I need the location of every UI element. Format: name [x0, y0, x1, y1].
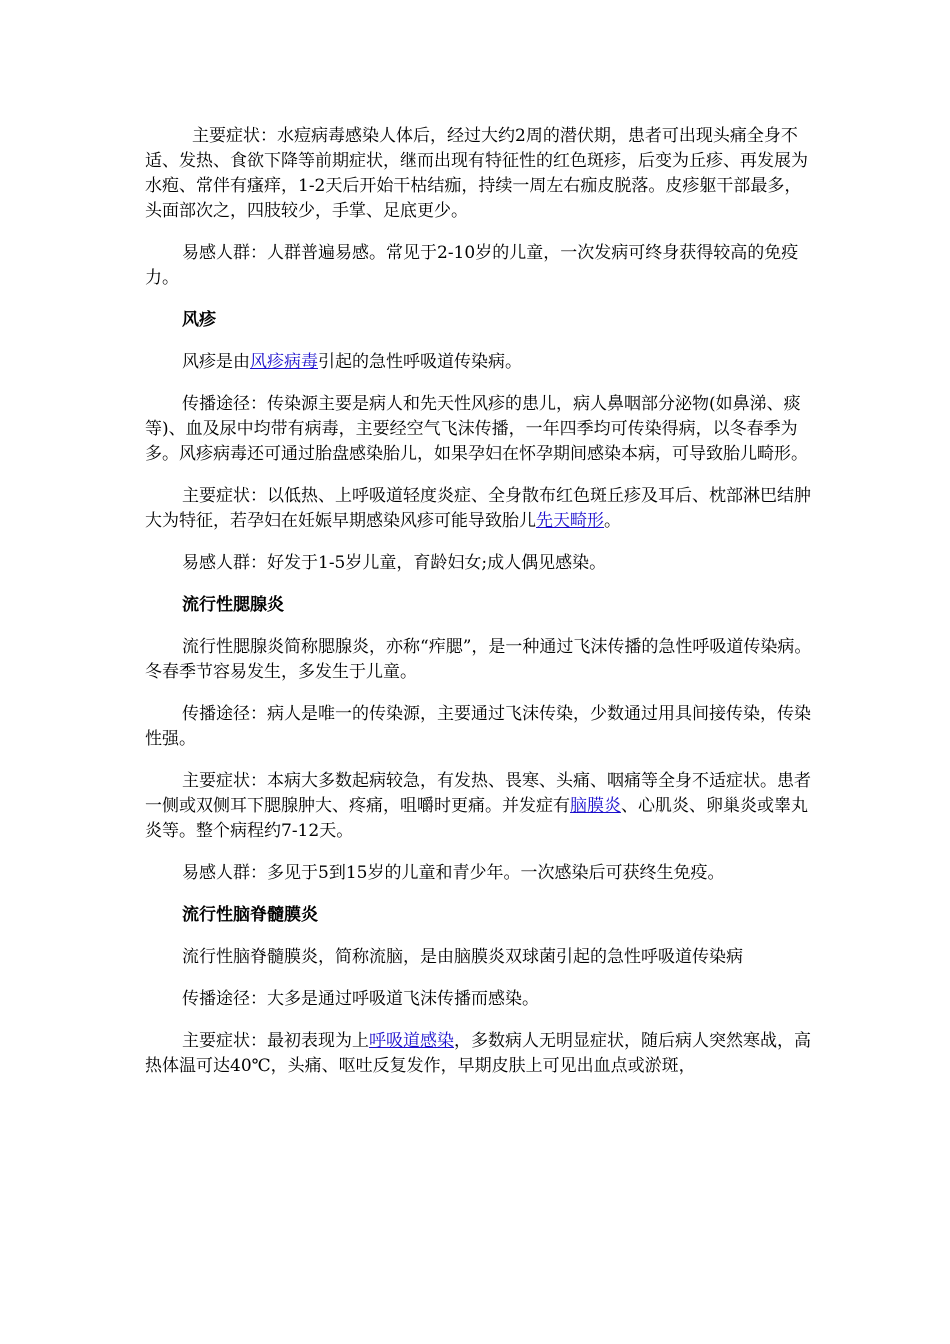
- mumps-symptoms-text-end: 、心肌炎、卵巢炎或睾丸炎等。整个病程约7-12天。: [145, 796, 808, 841]
- rubella-transmission-paragraph: 传播途径：传染源主要是病人和先天性风疹的患儿，病人鼻咽部分泌物(如鼻涕、痰等)、血及尿中均带有病毒，主要经空气飞沫传播，一年四季均可传染得病，以冬春季为多。风疹病毒还可通过胎盘感染胎儿，如果孕妇在怀孕期间感染本病，可导致胎儿畸形。: [145, 394, 808, 464]
- rubella-intro-text-end: 引起的急性呼吸道传染病。: [318, 352, 522, 372]
- meningococcal-intro-paragraph: 流行性脑脊髓膜炎，简称流脑，是由脑膜炎双球菌引起的急性呼吸道传染病: [182, 947, 743, 967]
- meningococcal-transmission-paragraph: 传播途径：大多是通过呼吸道飞沫传播而感染。: [182, 989, 539, 1009]
- meningococcal-symptoms-text: 主要症状：最初表现为上: [182, 1031, 369, 1051]
- rubella-virus-link[interactable]: 风疹病毒: [250, 352, 318, 372]
- mumps-intro-paragraph: 流行性腮腺炎简称腮腺炎，亦称“痄腮”，是一种通过飞沫传播的急性呼吸道传染病。冬春季节容易发生，多发生于儿童。: [145, 637, 812, 682]
- meningitis-link[interactable]: 脑膜炎: [570, 796, 621, 816]
- mumps-heading: 流行性腮腺炎: [182, 595, 284, 615]
- congenital-malformation-link[interactable]: 先天畸形: [536, 511, 604, 531]
- rubella-symptoms-text: 主要症状：以低热、上呼吸道轻度炎症、全身散布红色斑丘疹及耳后、枕部淋巴结肿大为特征，若孕妇在妊娠早期感染风疹可能导致胎儿: [145, 486, 811, 531]
- document-body: [145, 124, 817, 1079]
- rubella-symptoms-paragraph: [145, 484, 817, 534]
- rubella-intro-text: 风疹是由: [182, 352, 250, 372]
- respiratory-infection-link[interactable]: 呼吸道感染: [369, 1031, 454, 1051]
- mumps-susceptible-paragraph: 易感人群：多见于5到15岁的儿童和青少年。一次感染后可获终生免疫。: [182, 863, 725, 883]
- mumps-symptoms-text: 主要症状：本病大多数起病较急，有发热、畏寒、头痛、咽痛等全身不适症状。患者一侧或双侧耳下腮腺肿大、疼痛，咀嚼时更痛。并发症有: [145, 771, 811, 816]
- mumps-transmission-paragraph: 传播途径：病人是唯一的传染源，主要通过飞沫传染，少数通过用具间接传染，传染性强。: [145, 704, 811, 749]
- chickenpox-susceptible-paragraph: 易感人群：人群普遍易感。常见于2-10岁的儿童，一次发病可终身获得较高的免疫力。: [145, 243, 799, 288]
- rubella-symptoms-text-end: 。: [604, 511, 621, 531]
- rubella-intro-paragraph: [145, 350, 817, 375]
- meningococcal-symptoms-paragraph: [145, 1029, 817, 1079]
- meningococcal-heading: 流行性脑脊髓膜炎: [182, 905, 318, 925]
- chickenpox-symptoms-paragraph: 主要症状：水痘病毒感染人体后，经过大约2周的潜伏期，患者可出现头痛全身不适、发热、食欲下降等前期症状，继而出现有特征性的红色斑疹，后变为丘疹、再发展为水疱、常伴有瘙痒，1-2天后开始干枯结痂，持续一周左右痂皮脱落。皮疹躯干部最多，头面部次之，四肢较少，手掌、足底更少。: [145, 126, 808, 221]
- rubella-heading: 风疹: [182, 310, 216, 330]
- meningococcal-symptoms-text-end: ，多数病人无明显症状，随后病人突然寒战，高热体温可达40℃，头痛、呕吐反复发作，早期皮肤上可见出血点或淤斑，: [145, 1031, 811, 1076]
- rubella-susceptible-paragraph: 易感人群：好发于1-5岁儿童，育龄妇女;成人偶见感染。: [182, 553, 607, 573]
- mumps-symptoms-paragraph: [145, 769, 817, 844]
